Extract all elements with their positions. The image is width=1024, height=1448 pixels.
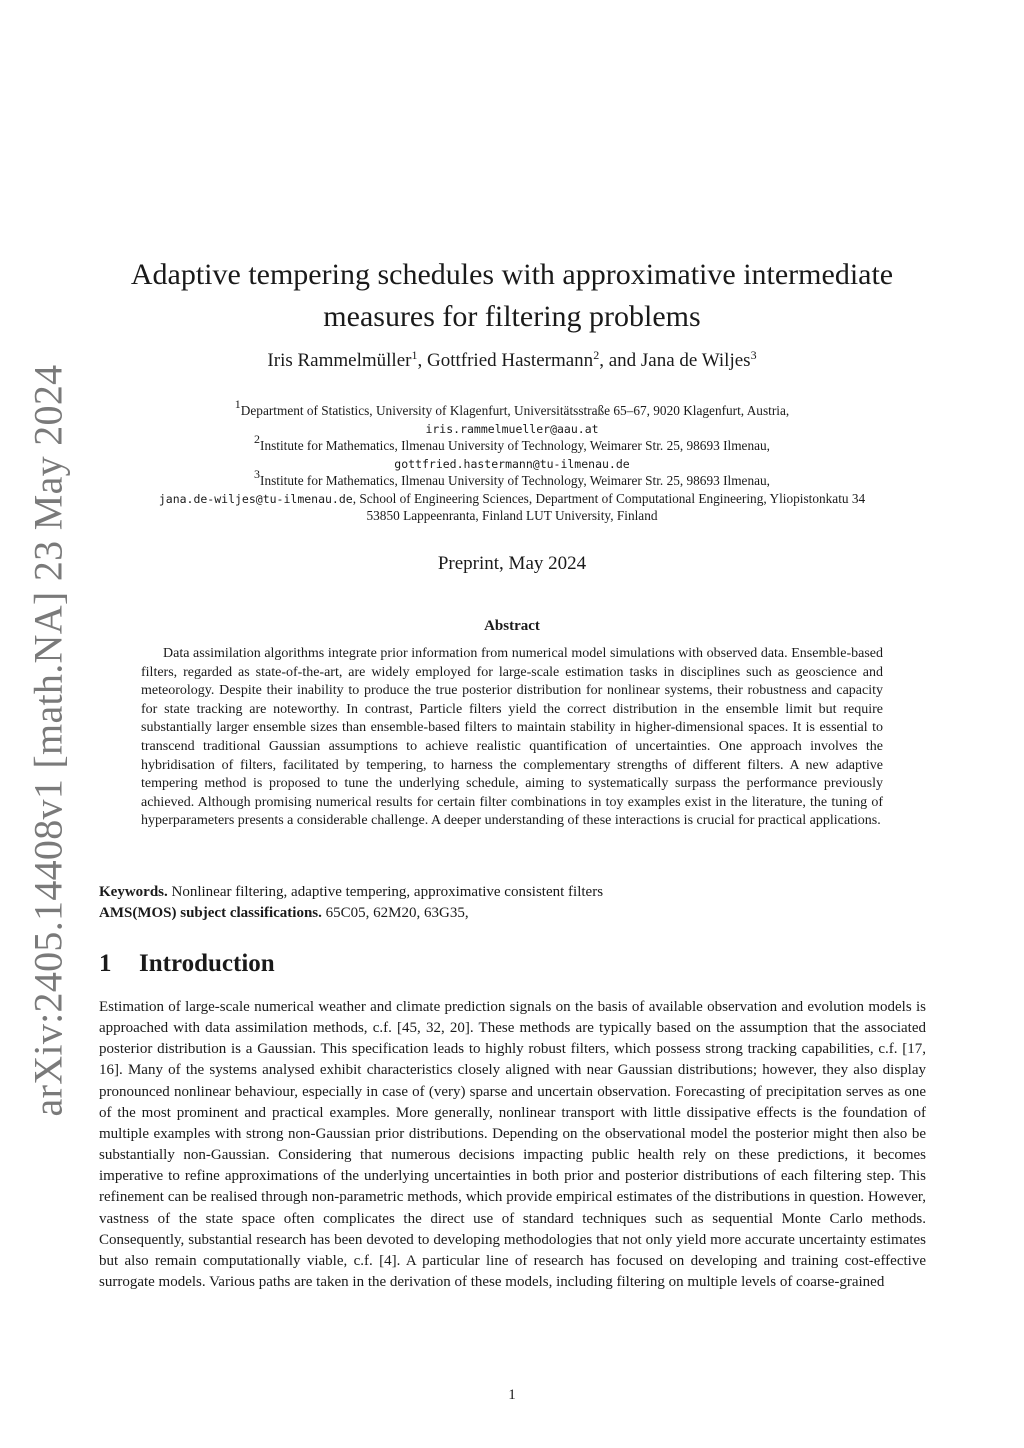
keywords-label: Keywords. bbox=[99, 884, 168, 900]
paper-title bbox=[120, 254, 904, 338]
ams-line bbox=[99, 903, 925, 924]
ams-text: 65C05, 62M20, 63G35, bbox=[321, 905, 469, 921]
affiliation-line bbox=[96, 432, 928, 455]
abstract-text: Data assimilation algorithms integrate prior information from numerical model simulations with observed data. Ensemble-based filters, regarded as state-of-the-art, are widely employed for large-scale estimation tasks in disciplines such as geoscience and meteorology. Despite their inability to produce the true posterior distribution for nonlinear systems, their robustness and capacity for state tracking are noteworthy. In contrast, Particle filters yield the correct distribution in the ensemble limit but require substantially larger ensemble sizes than ensemble-based filters to maintain stability in higher-dimensional spaces. It is essential to transcend traditional Gaussian assumptions to achieve realistic quantification of uncertainties. One approach involves the hybridisation of filters, facilitated by tempering, to harness the complementary strengths of different filters. A new adaptive tempering method is proposed to tune the underlying schedule, aiming to systematically surpass the performance previously achieved. Although promising numerical results for certain filter combinations in toy examples exist in the literature, the tuning of hyperparameters presents a considerable challenge. A deeper understanding of these interactions is crucial for practical applications. bbox=[141, 646, 883, 829]
affiliation-line bbox=[96, 420, 928, 438]
preprint-date: Preprint, May 2024 bbox=[437, 553, 587, 574]
author-list bbox=[100, 350, 924, 372]
introduction-text: Estimation of large-scale numerical weather and climate prediction signals on the basis of available observation and evolution models is approached with data assimilation methods, c.f. [45, 32, 20]. These methods are typically based on the assumption that the associated posterior distribution is a Gaussian. This specification leads to highly robust filters, which possess strong tracking capabilities, c.f. [17, 16]. Many of the systems analysed exhibit characteristics closely aligned with near Gaussian distributions; however, they also display pronounced nonlinear behaviour, especially in case of (very) sparse and uncertain observation. Forecasting of precipitation serves as one of the most prominent and practical examples. More generally, nonlinear transport with little dissipative effects is the foundation of multiple examples with strong non-Gaussian prior distributions. Depending on the observational model the posterior might then also be substantially non-Gaussian. Considering that numerous decisions impacting public health rely on these predictions, it becomes imperative to refine approximations of the underlying uncertainties in both prior and posterior distributions of each filtering step. This refinement can be realised through non-parametric methods, which provide empirical estimates of the distributions in question. However, vastness of the state space often complicates the direct use of standard techniques such as sequential Monte Carlo methods. Consequently, substantial research has been devoted to developing methodologies that not only yield more accurate uncertainty estimates but also remain computationally viable, c.f. [4]. A particular line of research has focused on developing and training cost-effective surrogate models. Various paths are taken in the derivation of these models, including filtering on multiple levels of coarse-grained bbox=[99, 999, 926, 1291]
affiliation-mark: 1 bbox=[234, 397, 241, 411]
affiliation-mark: 3 bbox=[254, 467, 261, 481]
affiliation-line bbox=[96, 490, 928, 508]
affiliation-text: Department of Statistics, University of Klagenfurt, Universitätsstraße 65–67, 9020 Klagenfurt, Austria, bbox=[240, 403, 790, 418]
email-link[interactable]: gottfried.hastermann@tu-ilmenau.de bbox=[394, 456, 630, 471]
affiliation-text: Institute for Mathematics, Ilmenau University of Technology, Weimarer Str. 25, 98693 Ilmenau, bbox=[260, 473, 770, 488]
affiliation-mark: 2 bbox=[254, 432, 261, 446]
title-line-2: measures for filtering problems bbox=[323, 300, 701, 333]
email-link[interactable]: iris.rammelmueller@aau.at bbox=[425, 421, 599, 436]
affiliation-text: , School of Engineering Sciences, Department of Computational Engineering, Yliopistonkatu 34 bbox=[352, 490, 866, 506]
arxiv-sidebar bbox=[18, 364, 78, 1116]
affiliation-text: 53850 Lappeenranta, Finland LUT University, Finland bbox=[366, 508, 658, 523]
section-title: Introduction bbox=[139, 950, 275, 977]
title-line-1: Adaptive tempering schedules with approximative intermediate bbox=[130, 258, 894, 291]
author-affiliation-mark: 3 bbox=[750, 348, 757, 362]
author-affiliation-mark: 1 bbox=[411, 348, 418, 362]
ams-label: AMS(MOS) subject classifications. bbox=[99, 905, 322, 921]
author-name: Iris Rammelmüller bbox=[267, 350, 412, 371]
author-name: Jana de Wiljes bbox=[640, 350, 751, 371]
keywords-text: Nonlinear filtering, adaptive tempering, approximative consistent filters bbox=[167, 884, 604, 900]
section-number: 1 bbox=[99, 950, 112, 977]
keywords-block bbox=[99, 882, 925, 924]
arxiv-identifier: arXiv:2405.14408v1 [math.NA] 23 May 2024 bbox=[25, 364, 71, 1116]
affiliation-line bbox=[96, 507, 928, 525]
affiliation-line bbox=[96, 397, 928, 420]
author-separator: , and bbox=[599, 350, 641, 371]
author-separator: , bbox=[417, 350, 427, 371]
abstract-heading: Abstract bbox=[484, 618, 540, 634]
affiliation-line bbox=[96, 467, 928, 490]
author-name: Gottfried Hastermann bbox=[426, 350, 594, 371]
section-heading bbox=[99, 950, 275, 978]
affiliation-text: Institute for Mathematics, Ilmenau University of Technology, Weimarer Str. 25, 98693 Ilmenau, bbox=[260, 438, 770, 453]
keywords-line bbox=[99, 882, 925, 903]
email-link[interactable]: jana.de-wiljes@tu-ilmenau.de bbox=[158, 491, 353, 506]
author-affiliation-mark: 2 bbox=[593, 348, 600, 362]
affiliations bbox=[96, 397, 928, 525]
page-number: 1 bbox=[508, 1387, 516, 1403]
affiliation-line bbox=[96, 455, 928, 473]
